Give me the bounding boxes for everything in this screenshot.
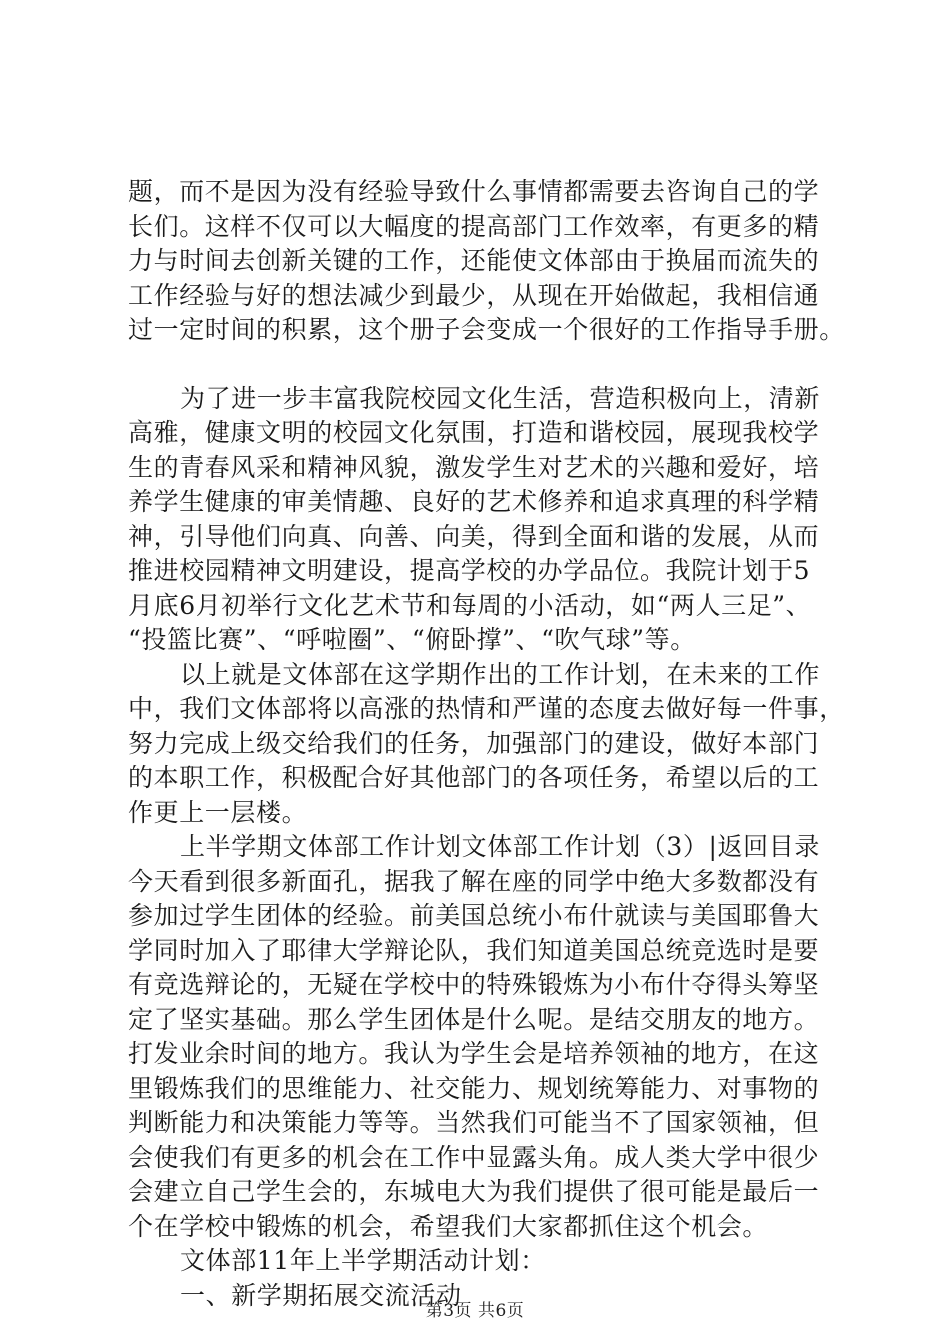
text-line: 努力完成上级交给我们的任务，加强部门的建设，做好本部门 xyxy=(128,728,820,758)
text-line: 会使我们有更多的机会在工作中显露头角。成人类大学中很少 xyxy=(128,1142,820,1172)
text-line: 过一定时间的积累，这个册子会变成一个很好的工作指导手册。 xyxy=(128,315,845,344)
text-line: 生的青春风采和精神风貌，激发学生对艺术的兴趣和爱好，培 xyxy=(128,452,820,482)
text-line: 推进校园精神文明建设，提高学校的办学品位。我院计划于5 xyxy=(128,556,811,585)
paragraph-summary xyxy=(128,658,848,831)
text-line: 中，我们文体部将以高涨的热情和严谨的态度去做好每一件事， xyxy=(128,694,845,723)
section-heading-return-link xyxy=(128,830,848,865)
text-line: 会建立自己学生会的，东城电大为我们提供了很可能是最后一 xyxy=(128,1177,820,1206)
paragraph-spacer xyxy=(128,348,848,382)
text-line: 工作经验与好的想法减少到最少，从现在开始做起，我相信通 xyxy=(128,280,820,310)
text-line: 判断能力和决策能力等等。当然我们可能当不了国家领袖，但 xyxy=(128,1108,820,1137)
text-line: 题，而不是因为没有经验导致什么事情都需要去咨询自己的学 xyxy=(128,177,820,206)
text-line: 里锻炼我们的思维能力、社交能力、规划统筹能力、对事物的 xyxy=(128,1073,820,1103)
text-line: 定了坚实基础。那么学生团体是什么呢。是结交朋友的地方。 xyxy=(128,1004,820,1034)
text-line: 为了进一步丰富我院校园文化生活，营造积极向上，清新 xyxy=(180,383,821,413)
paragraph-continuation xyxy=(128,175,848,348)
text-line: 力与时间去创新关键的工作，还能使文体部由于换届而流失的 xyxy=(128,246,820,275)
text-line: 打发业余时间的地方。我认为学生会是培养领袖的地方，在这 xyxy=(128,1039,820,1068)
text-line: 学同时加入了耶律大学辩论队，我们知道美国总统竞选时是要 xyxy=(128,935,820,965)
page-number-footer: 第3页 共6页 xyxy=(425,1301,525,1321)
text-line: 养学生健康的审美情趣、良好的艺术修养和追求真理的科学精 xyxy=(128,487,820,516)
text-line: 文体部11年上半学期活动计划： xyxy=(180,1246,546,1275)
activity-plan-heading xyxy=(128,1244,848,1279)
text-line: 参加过学生团体的经验。前美国总统小布什就读与美国耶鲁大 xyxy=(128,901,820,930)
text-line: “投篮比赛”、“呼啦圈”、“俯卧撑”、“吹气球”等。 xyxy=(128,625,696,654)
text-line: 有竞选辩论的，无疑在学校中的特殊锻炼为小布什夺得头筹坚 xyxy=(128,970,820,999)
text-line: 作更上一层楼。 xyxy=(128,797,308,827)
paragraph-culture-plan xyxy=(128,382,848,658)
text-line: 上半学期文体部工作计划文体部工作计划（3）|返回目录 xyxy=(180,832,820,861)
paragraph-speech xyxy=(128,865,848,1245)
text-line: 一、新学期拓展交流活动 xyxy=(180,1280,462,1310)
document-body xyxy=(128,175,848,1313)
text-line: 神，引导他们向真、向善、向美，得到全面和谐的发展，从而 xyxy=(128,521,820,551)
text-line: 今天看到很多新面孔，据我了解在座的同学中绝大多数都没有 xyxy=(128,866,820,896)
text-line: 长们。这样不仅可以大幅度的提高部门工作效率，有更多的精 xyxy=(128,211,820,241)
text-line: 个在学校中锻炼的机会，希望我们大家都抓住这个机会。 xyxy=(128,1211,769,1241)
text-line: 以上就是文体部在这学期作出的工作计划，在未来的工作 xyxy=(180,659,821,689)
text-line: 高雅，健康文明的校园文化氛围，打造和谐校园，展现我校学 xyxy=(128,418,820,447)
text-line: 的本职工作，积极配合好其他部门的各项任务，希望以后的工 xyxy=(128,763,820,792)
text-line: 月底6月初举行文化艺术节和每周的小活动，如“两人三足”、 xyxy=(128,590,812,620)
